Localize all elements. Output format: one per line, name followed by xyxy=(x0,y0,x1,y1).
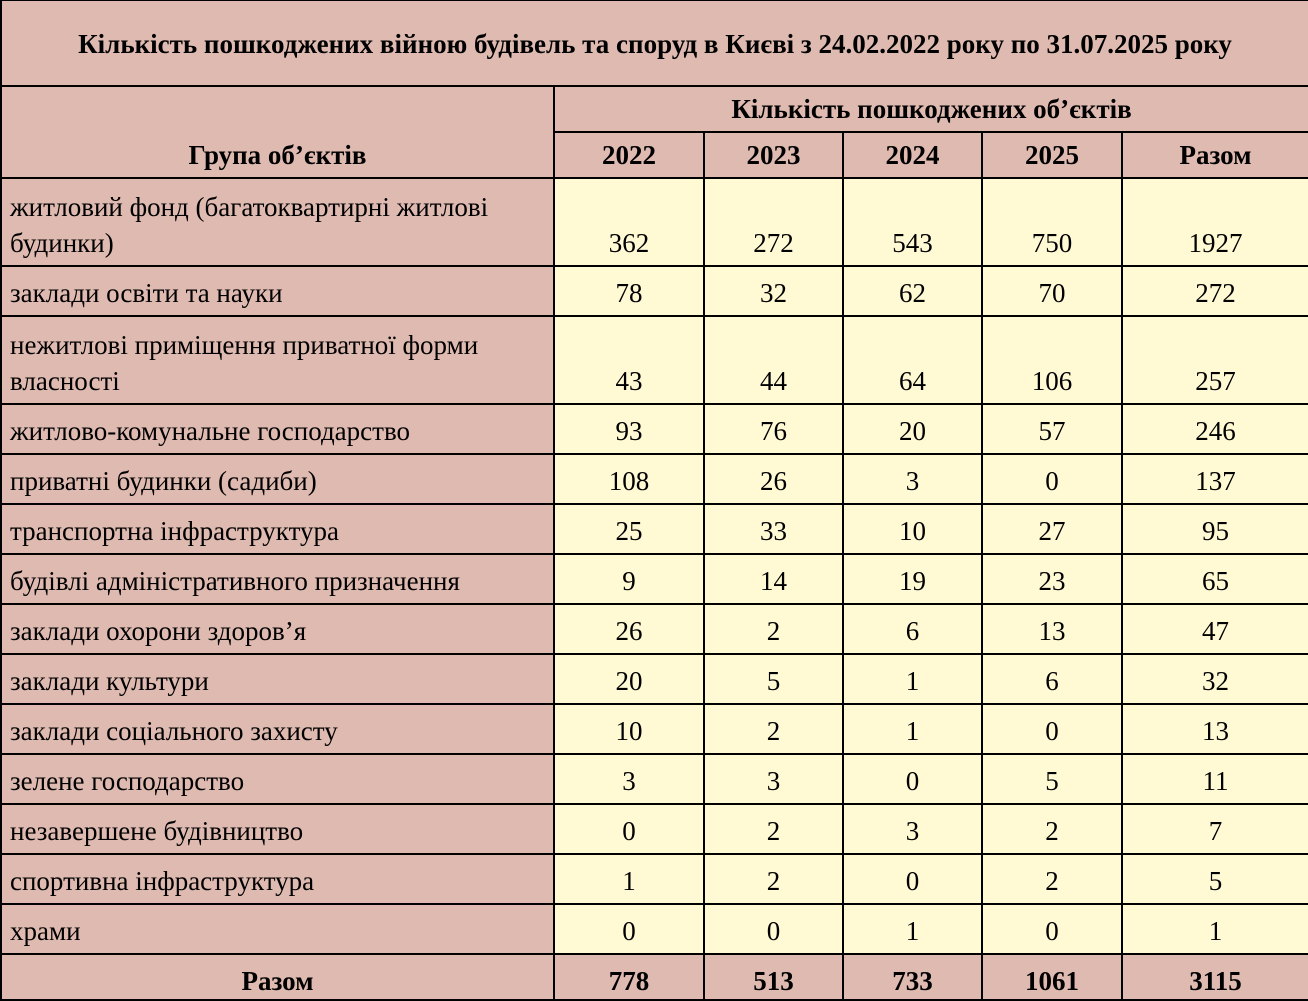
table-row xyxy=(1,904,1308,954)
cell-value: 33 xyxy=(704,504,843,554)
row-total: 137 xyxy=(1122,454,1308,504)
cell-value: 2 xyxy=(704,704,843,754)
cell-value: 0 xyxy=(982,904,1122,954)
table-title: Кількість пошкоджених війною будівель та споруд в Києві з 24.02.2022 року по 31.07.2025 року xyxy=(1,1,1308,87)
table-row xyxy=(1,504,1308,554)
total-row xyxy=(1,954,1308,1000)
cell-value: 20 xyxy=(554,654,704,704)
row-total: 257 xyxy=(1122,316,1308,404)
cell-value: 62 xyxy=(843,266,982,316)
cell-value: 1 xyxy=(843,904,982,954)
year-header-2024: 2024 xyxy=(843,132,982,178)
cell-value: 2 xyxy=(982,854,1122,904)
cell-value: 76 xyxy=(704,404,843,454)
cell-value: 543 xyxy=(843,178,982,266)
cell-value: 2 xyxy=(704,804,843,854)
cell-value: 5 xyxy=(982,754,1122,804)
table-row xyxy=(1,404,1308,454)
cell-value: 272 xyxy=(704,178,843,266)
row-total: 272 xyxy=(1122,266,1308,316)
table-row xyxy=(1,454,1308,504)
cell-value: 70 xyxy=(982,266,1122,316)
cell-value: 0 xyxy=(704,904,843,954)
row-label: приватні будинки (садиби) xyxy=(1,454,554,504)
cell-value: 0 xyxy=(843,754,982,804)
cell-value: 3 xyxy=(554,754,704,804)
year-header-2022: 2022 xyxy=(554,132,704,178)
row-total: 11 xyxy=(1122,754,1308,804)
row-total: 32 xyxy=(1122,654,1308,704)
table-row xyxy=(1,178,1308,266)
total-value-2024: 733 xyxy=(843,954,982,1000)
row-label: будівлі адміністративного призначення xyxy=(1,554,554,604)
cell-value: 1 xyxy=(843,704,982,754)
total-column-header: Разом xyxy=(1122,132,1308,178)
row-label: незавершене будівництво xyxy=(1,804,554,854)
cell-value: 0 xyxy=(982,704,1122,754)
cell-value: 3 xyxy=(843,804,982,854)
row-total: 47 xyxy=(1122,604,1308,654)
row-label: заклади культури xyxy=(1,654,554,704)
row-label: спортивна інфраструктура xyxy=(1,854,554,904)
cell-value: 0 xyxy=(982,454,1122,504)
cell-value: 25 xyxy=(554,504,704,554)
cell-value: 23 xyxy=(982,554,1122,604)
cell-value: 14 xyxy=(704,554,843,604)
cell-value: 108 xyxy=(554,454,704,504)
row-total: 13 xyxy=(1122,704,1308,754)
table-row xyxy=(1,754,1308,804)
cell-value: 19 xyxy=(843,554,982,604)
row-label: житловий фонд (багатоквартирні житлові будинки) xyxy=(1,178,554,266)
row-total: 1 xyxy=(1122,904,1308,954)
cell-value: 6 xyxy=(982,654,1122,704)
count-column-header: Кількість пошкоджених об’єктів xyxy=(554,86,1308,132)
row-label: транспортна інфраструктура xyxy=(1,504,554,554)
cell-value: 43 xyxy=(554,316,704,404)
year-header-2025: 2025 xyxy=(982,132,1122,178)
row-total: 7 xyxy=(1122,804,1308,854)
total-value-2025: 1061 xyxy=(982,954,1122,1000)
cell-value: 0 xyxy=(843,854,982,904)
table-row xyxy=(1,266,1308,316)
cell-value: 9 xyxy=(554,554,704,604)
cell-value: 106 xyxy=(982,316,1122,404)
cell-value: 10 xyxy=(554,704,704,754)
cell-value: 0 xyxy=(554,904,704,954)
cell-value: 10 xyxy=(843,504,982,554)
cell-value: 27 xyxy=(982,504,1122,554)
table-row xyxy=(1,704,1308,754)
total-value-2022: 778 xyxy=(554,954,704,1000)
cell-value: 2 xyxy=(704,854,843,904)
cell-value: 2 xyxy=(704,604,843,654)
cell-value: 3 xyxy=(843,454,982,504)
cell-value: 32 xyxy=(704,266,843,316)
cell-value: 1 xyxy=(554,854,704,904)
grand-total-value: 3115 xyxy=(1122,954,1308,1000)
cell-value: 44 xyxy=(704,316,843,404)
year-header-2023: 2023 xyxy=(704,132,843,178)
row-label: заклади охорони здоров’я xyxy=(1,604,554,654)
total-row-label: Разом xyxy=(1,954,554,1000)
table-row xyxy=(1,654,1308,704)
cell-value: 0 xyxy=(554,804,704,854)
row-label: заклади освіти та науки xyxy=(1,266,554,316)
cell-value: 20 xyxy=(843,404,982,454)
cell-value: 26 xyxy=(554,604,704,654)
cell-value: 750 xyxy=(982,178,1122,266)
table-row xyxy=(1,554,1308,604)
row-total: 1927 xyxy=(1122,178,1308,266)
row-label: нежитлові приміщення приватної форми власності xyxy=(1,316,554,404)
row-label: храми xyxy=(1,904,554,954)
table-row xyxy=(1,854,1308,904)
cell-value: 2 xyxy=(982,804,1122,854)
cell-value: 57 xyxy=(982,404,1122,454)
cell-value: 64 xyxy=(843,316,982,404)
row-total: 65 xyxy=(1122,554,1308,604)
row-total: 5 xyxy=(1122,854,1308,904)
table-row xyxy=(1,604,1308,654)
cell-value: 6 xyxy=(843,604,982,654)
row-label: заклади соціального захисту xyxy=(1,704,554,754)
row-total: 95 xyxy=(1122,504,1308,554)
row-label: житлово-комунальне господарство xyxy=(1,404,554,454)
cell-value: 26 xyxy=(704,454,843,504)
row-label: зелене господарство xyxy=(1,754,554,804)
row-total: 246 xyxy=(1122,404,1308,454)
cell-value: 1 xyxy=(843,654,982,704)
cell-value: 93 xyxy=(554,404,704,454)
cell-value: 13 xyxy=(982,604,1122,654)
group-column-header: Група об’єктів xyxy=(1,86,554,178)
table-row xyxy=(1,316,1308,404)
cell-value: 5 xyxy=(704,654,843,704)
table-row xyxy=(1,804,1308,854)
total-value-2023: 513 xyxy=(704,954,843,1000)
cell-value: 3 xyxy=(704,754,843,804)
cell-value: 362 xyxy=(554,178,704,266)
cell-value: 78 xyxy=(554,266,704,316)
